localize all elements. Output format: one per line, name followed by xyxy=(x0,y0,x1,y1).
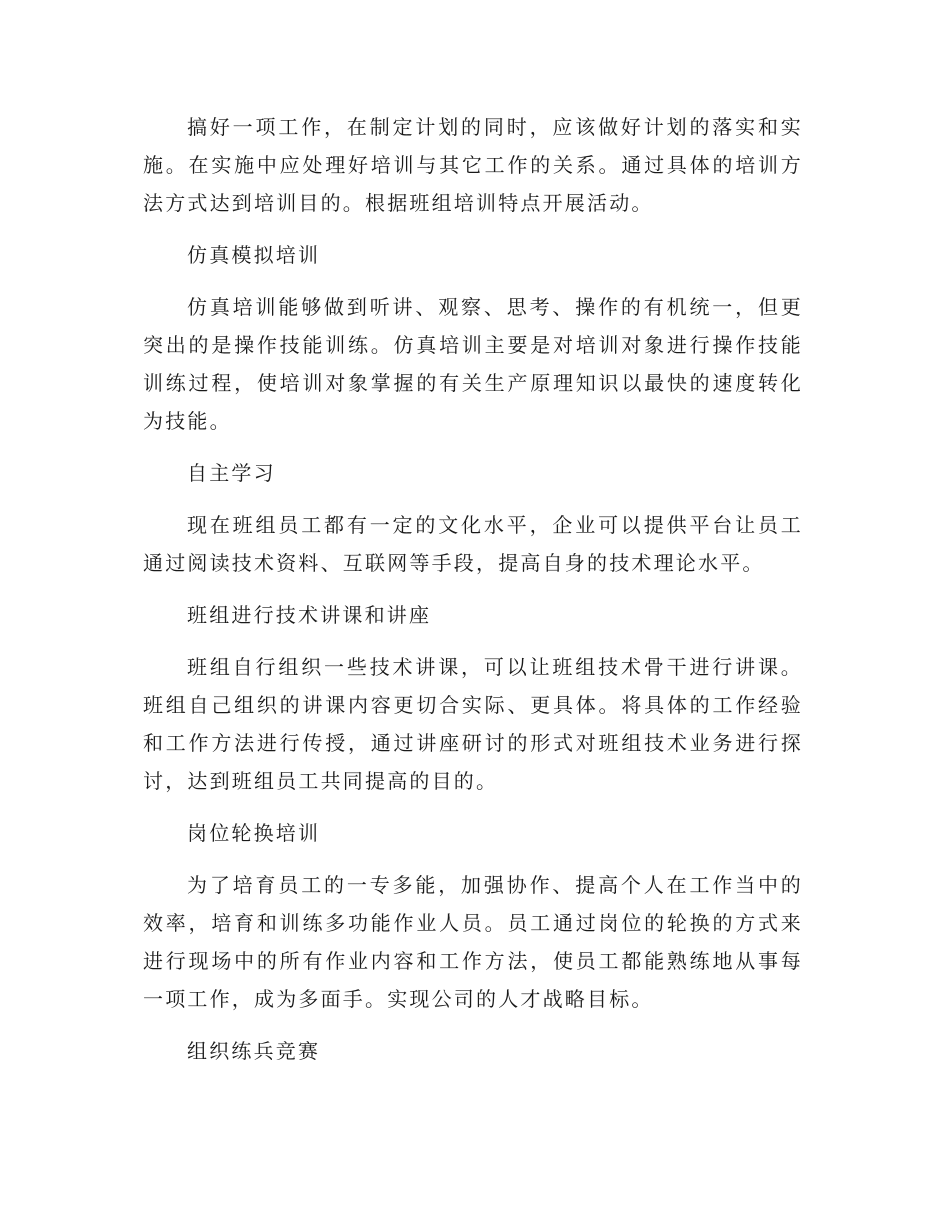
paragraph-intro: 搞好一项工作，在制定计划的同时，应该做好计划的落实和实施。在实施中应处理好培训与其它工作的关系。通过具体的培训方法方式达到培训目的。根据班组培训特点开展活动。 xyxy=(143,115,803,215)
heading-simulation-training: 仿真模拟培训 xyxy=(187,243,321,267)
document-body xyxy=(143,108,803,1084)
paragraph-job-rotation: 为了培育员工的一专多能，加强协作、提高个人在工作当中的效率，培育和训练多功能作业人员。员工通过岗位的轮换的方式来进行现场中的所有作业内容和工作方法，使员工都能熟练地从事每一项工作，成为多面手。实现公司的人才战略目标。 xyxy=(143,873,803,1011)
heading-job-rotation: 岗位轮换培训 xyxy=(187,821,321,845)
paragraph-technical-lectures: 班组自行组织一些技术讲课，可以让班组技术骨干进行讲课。班组自己组织的讲课内容更切合实际、更具体。将具体的工作经验和工作方法进行传授，通过讲座研讨的形式对班组技术业务进行探讨，达到班组员工共同提高的目的。 xyxy=(143,655,803,793)
heading-self-study: 自主学习 xyxy=(187,461,276,485)
heading-skill-competition: 组织练兵竞赛 xyxy=(187,1039,321,1063)
paragraph-simulation-training: 仿真培训能够做到听讲、观察、思考、操作的有机统一，但更突出的是操作技能训练。仿真培训主要是对培训对象进行操作技能训练过程，使培训对象掌握的有关生产原理知识以最快的速度转化为技能。 xyxy=(143,295,803,433)
paragraph-self-study: 现在班组员工都有一定的文化水平，企业可以提供平台让员工通过阅读技术资料、互联网等手段，提高自身的技术理论水平。 xyxy=(143,513,803,575)
heading-technical-lectures: 班组进行技术讲课和讲座 xyxy=(187,603,432,627)
